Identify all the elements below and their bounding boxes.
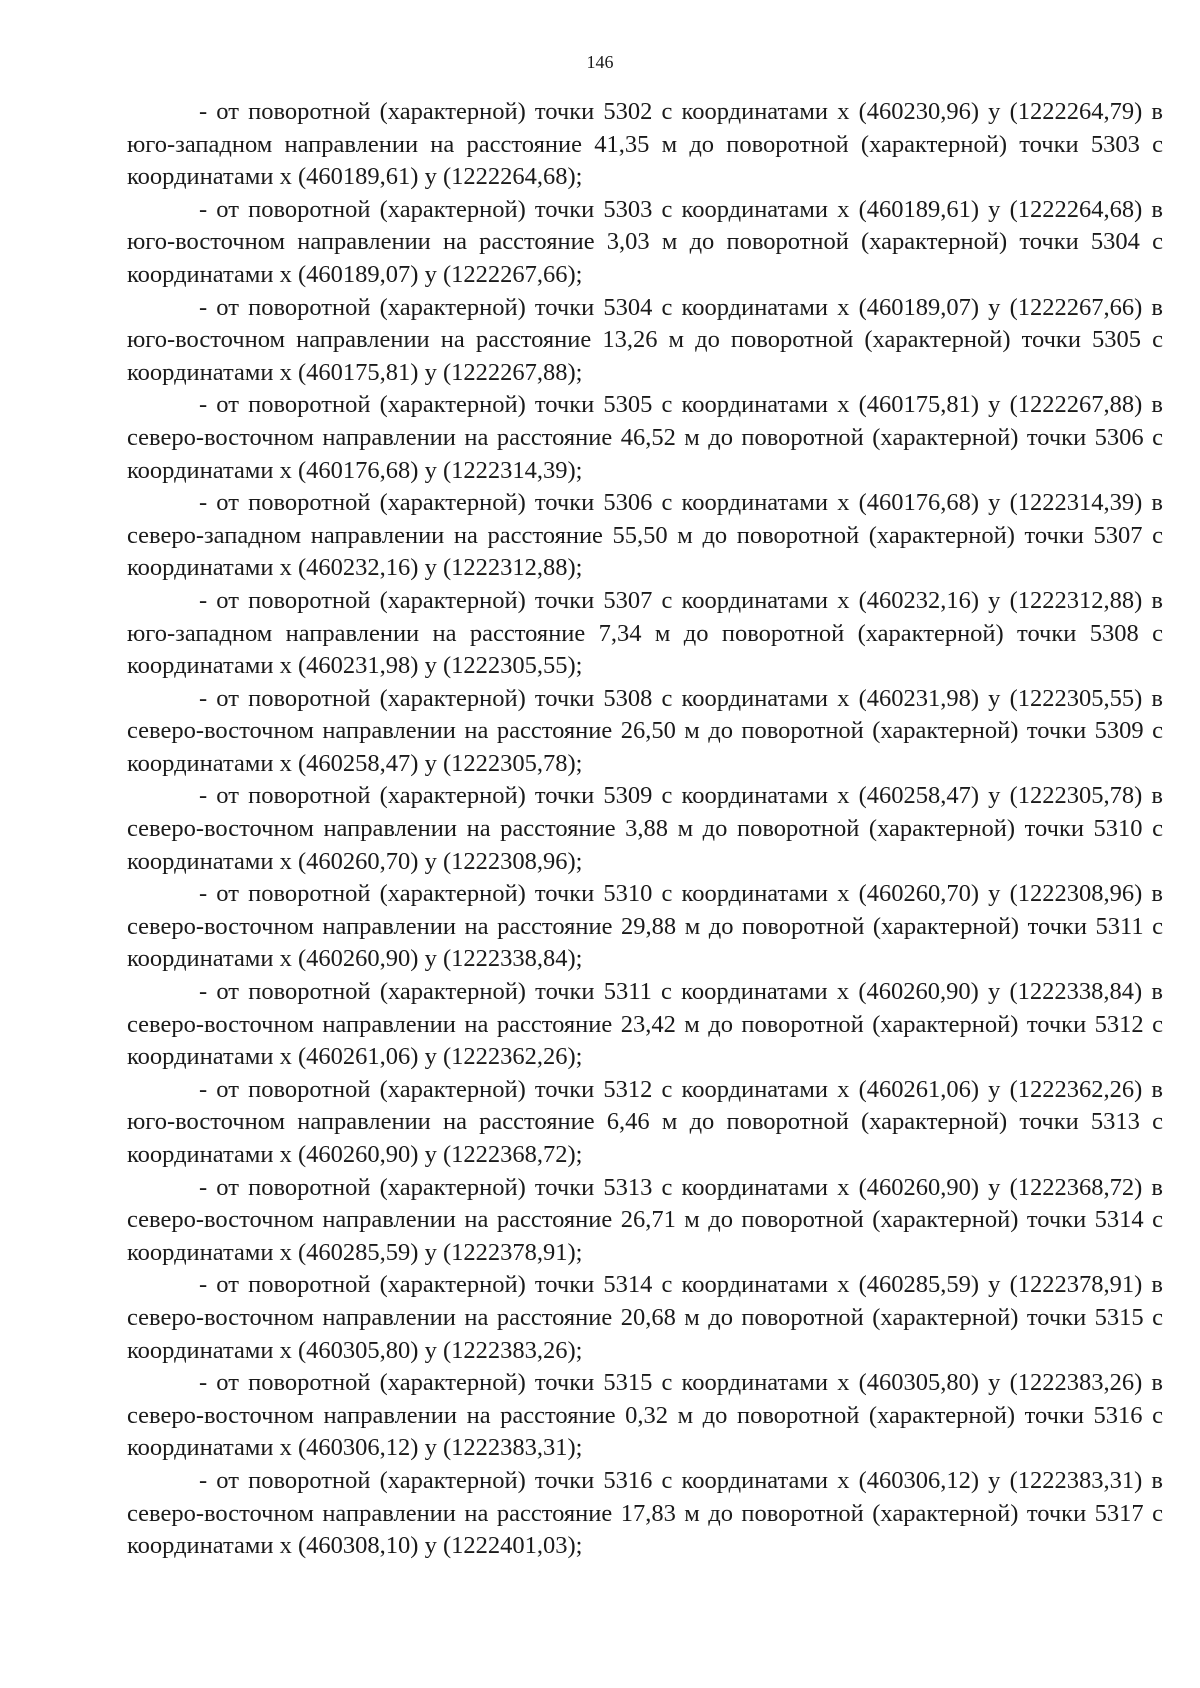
- document-body: [127, 96, 1163, 1563]
- boundary-segment-paragraph: - от поворотной (характерной) точки 5309 с координатами х (460258,47) у (1222305,78) в северо-восточном направлении на расстояние 3,88 м до поворотной (характерной) точки 5310 с координатами х (460260,70) у (1222308,96);: [127, 782, 1163, 875]
- boundary-segment-paragraph: - от поворотной (характерной) точки 5302 с координатами х (460230,96) у (1222264,79) в юго-западном направлении на расстояние 41,35 м до поворотной (характерной) точки 5303 с координатами х (460189,61) у (1222264,68);: [127, 98, 1163, 191]
- boundary-segment-paragraph: - от поворотной (характерной) точки 5304 с координатами х (460189,07) у (1222267,66) в юго-восточном направлении на расстояние 13,26 м до поворотной (характерной) точки 5305 с координатами х (460175,81) у (1222267,88);: [127, 293, 1163, 386]
- boundary-segment-paragraph: - от поворотной (характерной) точки 5316 с координатами х (460306,12) у (1222383,31) в северо-восточном направлении на расстояние 17,83 м до поворотной (характерной) точки 5317 с координатами х (460308,10) у (1222401,03);: [127, 1466, 1163, 1560]
- boundary-segment-paragraph: - от поворотной (характерной) точки 5307 с координатами х (460232,16) у (1222312,88) в юго-западном направлении на расстояние 7,34 м до поворотной (характерной) точки 5308 с координатами х (460231,98) у (1222305,55);: [127, 586, 1163, 680]
- boundary-segment-paragraph: - от поворотной (характерной) точки 5315 с координатами х (460305,80) у (1222383,26) в северо-восточном направлении на расстояние 0,32 м до поворотной (характерной) точки 5316 с координатами х (460306,12) у (1222383,31);: [127, 1369, 1163, 1462]
- boundary-segment-paragraph: - от поворотной (характерной) точки 5305 с координатами х (460175,81) у (1222267,88) в северо-восточном направлении на расстояние 46,52 м до поворотной (характерной) точки 5306 с координатами х (460176,68) у (1222314,39);: [127, 391, 1163, 484]
- page-number: 146: [586, 52, 614, 72]
- boundary-segment-paragraph: - от поворотной (характерной) точки 5312 с координатами х (460261,06) у (1222362,26) в юго-восточном направлении на расстояние 6,46 м до поворотной (характерной) точки 5313 с координатами х (460260,90) у (1222368,72);: [127, 1075, 1163, 1168]
- boundary-segment-paragraph: - от поворотной (характерной) точки 5314 с координатами х (460285,59) у (1222378,91) в северо-восточном направлении на расстояние 20,68 м до поворотной (характерной) точки 5315 с координатами х (460305,80) у (1222383,26);: [127, 1271, 1163, 1364]
- boundary-segment-paragraph: - от поворотной (характерной) точки 5310 с координатами х (460260,70) у (1222308,96) в северо-восточном направлении на расстояние 29,88 м до поворотной (характерной) точки 5311 с координатами х (460260,90) у (1222338,84);: [127, 880, 1163, 973]
- boundary-segment-paragraph: - от поворотной (характерной) точки 5308 с координатами х (460231,98) у (1222305,55) в северо-восточном направлении на расстояние 26,50 м до поворотной (характерной) точки 5309 с координатами х (460258,47) у (1222305,78);: [127, 684, 1163, 777]
- boundary-segment-paragraph: - от поворотной (характерной) точки 5313 с координатами х (460260,90) у (1222368,72) в северо-восточном направлении на расстояние 26,71 м до поворотной (характерной) точки 5314 с координатами х (460285,59) у (1222378,91);: [127, 1173, 1163, 1266]
- boundary-segment-paragraph: - от поворотной (характерной) точки 5303 с координатами х (460189,61) у (1222264,68) в юго-восточном направлении на расстояние 3,03 м до поворотной (характерной) точки 5304 с координатами х (460189,07) у (1222267,66);: [127, 195, 1163, 288]
- boundary-segment-paragraph: - от поворотной (характерной) точки 5306 с координатами х (460176,68) у (1222314,39) в северо-западном направлении на расстояние 55,50 м до поворотной (характерной) точки 5307 с координатами х (460232,16) у (1222312,88);: [127, 489, 1163, 582]
- boundary-segment-paragraph: - от поворотной (характерной) точки 5311 с координатами х (460260,90) у (1222338,84) в северо-восточном направлении на расстояние 23,42 м до поворотной (характерной) точки 5312 с координатами х (460261,06) у (1222362,26);: [127, 978, 1163, 1071]
